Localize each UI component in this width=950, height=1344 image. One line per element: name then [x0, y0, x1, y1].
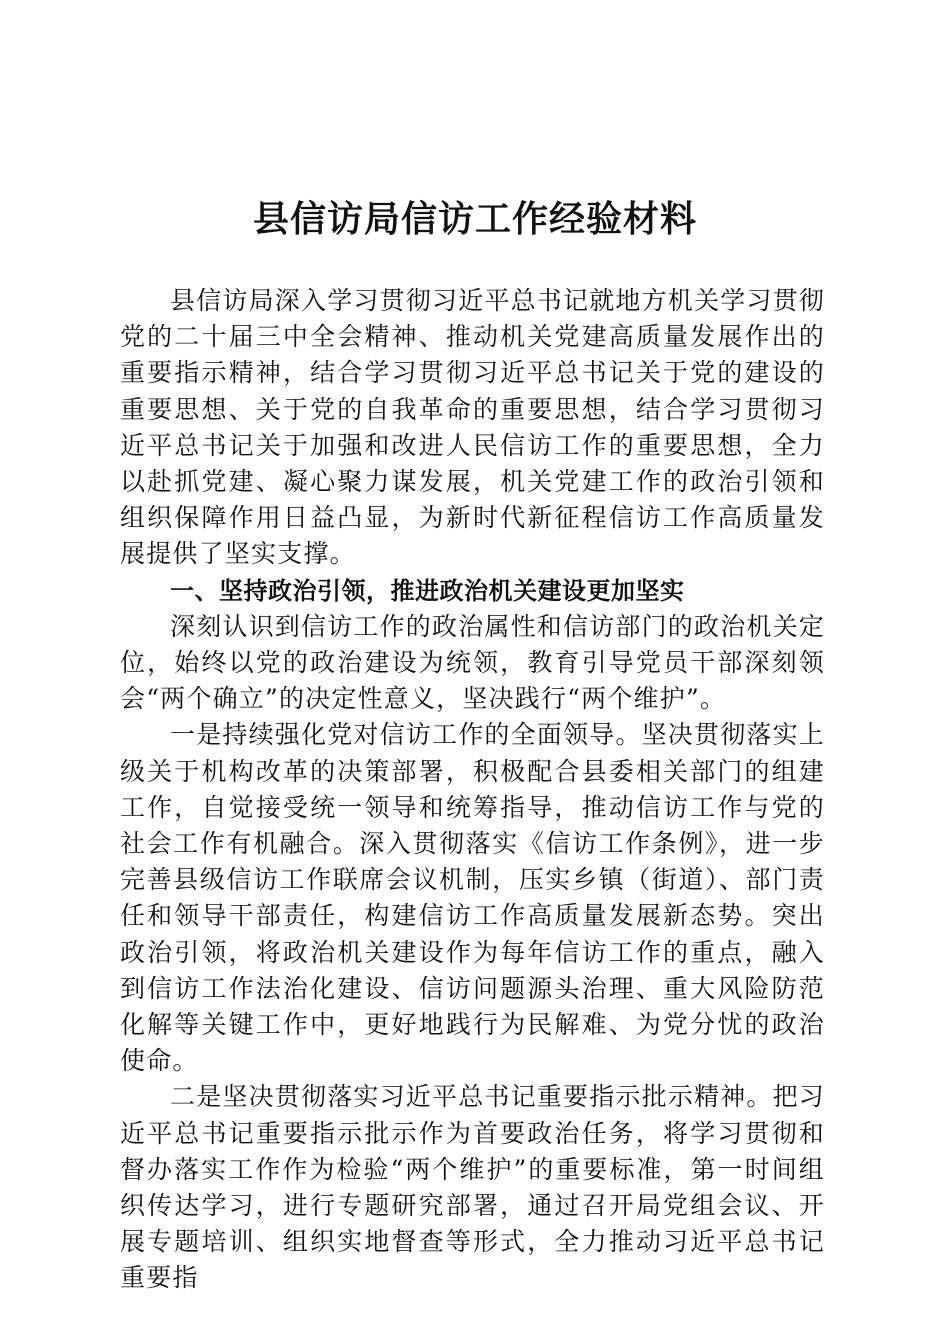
- point-2-paragraph: 二是坚决贯彻落实习近平总书记重要指示批示精神。把习近平总书记重要指示批示作为首要政治任务，将学习贯彻和督办落实工作作为检验“两个维护”的重要标准，第一时间组织传达学习，进行专题研究部署，通过召开局党组会议、开展专题培训、组织实地督查等形式，全力推动习近平总书记重要指: [120, 1082, 826, 1293]
- section-heading-1: 一、坚持政治引领，推进政治机关建设更加坚实: [170, 576, 685, 605]
- document-title: 县信访局信访工作经验材料: [252, 198, 697, 240]
- section-1-paragraph: 深刻认识到信访工作的政治属性和信访部门的政治机关定位，始终以党的政治建设为统领，教育引导党员干部深刻领会“两个确立”的决定性意义，坚决践行“两个维护”。: [120, 611, 826, 714]
- point-1-paragraph: 一是持续强化党对信访工作的全面领导。坚决贯彻落实上级关于机构改革的决策部署，积极配合县委相关部门的组建工作，自觉接受统一领导和统筹指导，推动信访工作与党的社会工作有机融合。深入贯彻落实《信访工作条例》，进一步完善县级信访工作联席会议机制，压实乡镇（街道）、部门责任和领导干部责任，构建信访工作高质量发展新态势。突出政治引领，将政治机关建设作为每年信访工作的重点，融入到信访工作法治化建设、信访问题源头治理、重大风险防范化解等关键工作中，更好地践行为民解难、为党分忧的政治使命。: [120, 720, 826, 1076]
- intro-paragraph: 县信访局深入学习贯彻习近平总书记就地方机关学习贯彻党的二十届三中全会精神、推动机关党建高质量发展作出的重要指示精神，结合学习贯彻习近平总书记关于党的建设的重要思想、关于党的自我革命的重要思想，结合学习贯彻习近平总书记关于加强和改进人民信访工作的重要思想，全力以赴抓党建、凝心聚力谋发展，机关党建工作的政治引领和组织保障作用日益凸显，为新时代新征程信访工作高质量发展提供了坚实支撑。: [120, 286, 826, 569]
- document-body: [120, 283, 825, 1297]
